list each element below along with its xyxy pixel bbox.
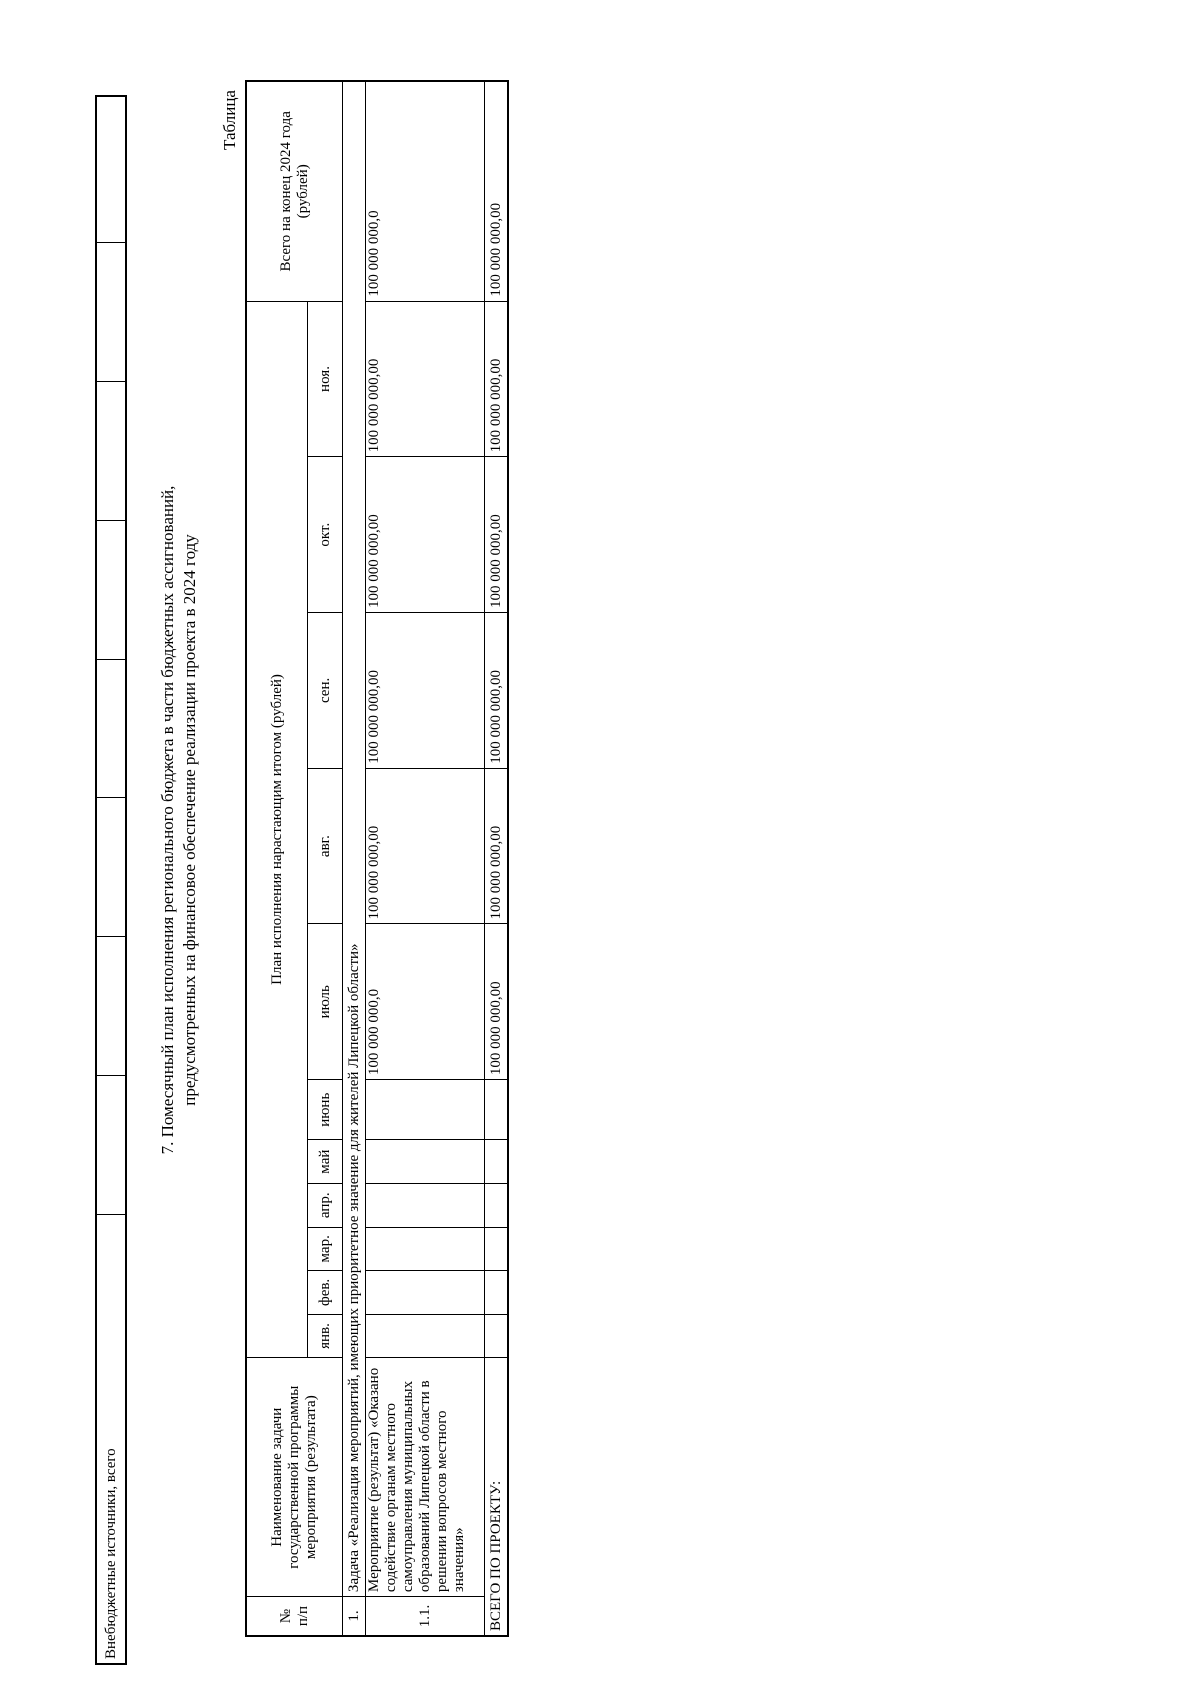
month-feb: фев. <box>308 1271 343 1315</box>
empty-cell <box>96 798 126 937</box>
col-plan-header: План исполнения нарастающим итогом (рублей) <box>246 301 308 1358</box>
table-row <box>343 81 366 1636</box>
month-may: май <box>308 1140 343 1184</box>
footer-value-jul: 100 000 000,00 <box>485 924 509 1080</box>
empty-cell <box>96 381 126 520</box>
month-oct: окт. <box>308 457 343 613</box>
row-value-jul: 100 000 000,0 <box>366 924 485 1080</box>
task-num: 1. <box>343 1597 366 1636</box>
row-num: 1.1. <box>366 1597 485 1636</box>
footer-label: ВСЕГО ПО ПРОЕКТУ: <box>485 1358 509 1636</box>
row-value-feb <box>366 1271 485 1315</box>
footer-value-may <box>485 1140 509 1184</box>
row-value-aug: 100 000 000,00 <box>366 768 485 924</box>
col-num-header: № п/п <box>246 1597 343 1636</box>
month-jan: янв. <box>308 1314 343 1358</box>
row-total: 100 000 000,0 <box>366 81 485 301</box>
month-mar: мар. <box>308 1227 343 1271</box>
empty-cell <box>96 659 126 798</box>
month-apr: апр. <box>308 1183 343 1227</box>
footer-value-jun <box>485 1080 509 1140</box>
table-row <box>366 81 485 1636</box>
header-row <box>246 81 308 1636</box>
row-value-sep: 100 000 000,00 <box>366 613 485 769</box>
empty-cell <box>96 1076 126 1215</box>
month-jul: июль <box>308 924 343 1080</box>
total-row <box>485 81 509 1636</box>
footer-total: 100 000 000,00 <box>485 81 509 301</box>
rotated-content <box>95 70 615 1670</box>
empty-cell <box>96 96 126 243</box>
section-heading <box>157 270 201 1370</box>
col-name-header: Наименование задачи государственной программы мероприятия (результата) <box>246 1358 343 1597</box>
extrabudget-label: Внебюджетные источники, всего <box>96 1215 126 1665</box>
table-caption: Таблица <box>220 90 239 150</box>
footer-value-aug: 100 000 000,00 <box>485 768 509 924</box>
empty-cell <box>96 243 126 382</box>
row-value-jan <box>366 1314 485 1358</box>
row-value-may <box>366 1140 485 1184</box>
row-value-mar <box>366 1227 485 1271</box>
month-sep: сен. <box>308 613 343 769</box>
row-value-jun <box>366 1080 485 1140</box>
heading-line-1: 7. Помесячный план исполнения регионального бюджета в части бюджетных ассигнований, <box>158 485 177 1155</box>
month-jun: июнь <box>308 1080 343 1140</box>
footer-value-nov: 100 000 000,00 <box>485 301 509 457</box>
monthly-plan-table <box>245 80 509 1637</box>
footer-value-feb <box>485 1271 509 1315</box>
empty-cell <box>96 937 126 1076</box>
row-value-oct: 100 000 000,00 <box>366 457 485 613</box>
row-value-nov: 100 000 000,00 <box>366 301 485 457</box>
row-name: Мероприятие (результат) «Оказано содействие органам местного самоуправления муниципальных образований Липецкой области в решении вопросов местного значения» <box>366 1358 485 1597</box>
footer-value-sep: 100 000 000,00 <box>485 613 509 769</box>
row-value-apr <box>366 1183 485 1227</box>
month-aug: авг. <box>308 768 343 924</box>
table-row <box>96 96 126 1664</box>
month-nov: ноя. <box>308 301 343 457</box>
footer-value-jan <box>485 1314 509 1358</box>
heading-line-2: предусмотренных на финансовое обеспечение реализации проекта в 2024 году <box>180 534 199 1106</box>
col-total-header: Всего на конец 2024 года (рублей) <box>246 81 343 301</box>
extrabudget-strip-table <box>95 95 127 1665</box>
task-text: Задача «Реализация мероприятий, имеющих приоритетное значение для жителей Липецкой области» <box>343 81 366 1597</box>
footer-value-oct: 100 000 000,00 <box>485 457 509 613</box>
empty-cell <box>96 520 126 659</box>
footer-value-apr <box>485 1183 509 1227</box>
footer-value-mar <box>485 1227 509 1271</box>
